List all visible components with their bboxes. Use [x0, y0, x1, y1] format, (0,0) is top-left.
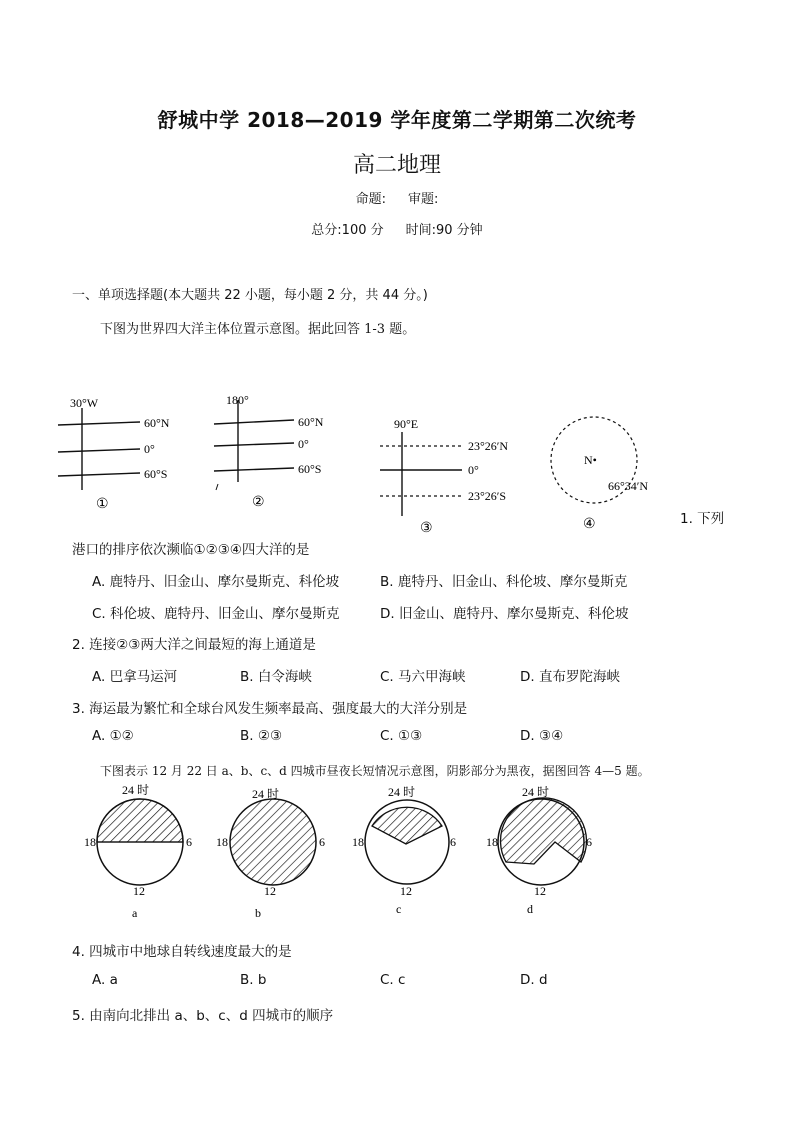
- d1-lat-bot: 60°S: [144, 467, 168, 481]
- exam-setters: [0, 188, 794, 207]
- b-top-label: 24 时: [252, 787, 280, 801]
- c-left-label: 18: [352, 835, 364, 849]
- b-left-label: 18: [216, 835, 228, 849]
- a-right-label: 6: [186, 835, 192, 849]
- subject-title: 高二地理: [352, 153, 441, 178]
- ocean-diagram-3: [380, 417, 508, 536]
- d3-lat-mid: 0°: [468, 463, 479, 477]
- city-d-diagram: [486, 784, 592, 916]
- b-bottom-label: 12: [264, 884, 276, 898]
- city-b-diagram: [216, 786, 325, 920]
- ocean-position-figure: [0, 380, 794, 540]
- c-bottom-label: 12: [400, 884, 412, 898]
- a-city-label: a: [132, 906, 138, 920]
- d3-meridian: 90°E: [394, 417, 419, 431]
- q2-stem: 2. 连接②③两大洋之间最短的海上通道是: [72, 637, 316, 653]
- total-score: 总分:100 分: [311, 223, 384, 238]
- q5-stem: 5. 由南向北排出 a、b、c、d 四城市的顺序: [72, 1008, 334, 1024]
- d1-meridian: 30°W: [70, 396, 99, 410]
- d1-lat-mid: 0°: [144, 442, 155, 456]
- q4-option-b[interactable]: B. b: [240, 972, 267, 988]
- a-top-label: 24 时: [122, 783, 150, 797]
- q1-stem: 港口的排序依次濒临①②③④四大洋的是: [72, 542, 310, 558]
- city-c-diagram: [352, 784, 456, 916]
- d-top-label: 24 时: [522, 785, 550, 799]
- q4-option-c[interactable]: C. c: [380, 972, 406, 988]
- d-city-label: d: [527, 902, 533, 916]
- figure1-intro: 下图为世界四大洋主体位置示意图。据此回答 1-3 题。: [100, 322, 416, 337]
- q1-option-d[interactable]: D. 旧金山、鹿特丹、摩尔曼斯克、科伦坡: [380, 606, 629, 622]
- reviewer-label: 审题:: [408, 192, 439, 207]
- city-a-diagram: [84, 782, 192, 920]
- day-night-figure: [0, 782, 794, 922]
- c-top-label: 24 时: [388, 785, 416, 799]
- d4-pole: N•: [584, 453, 597, 467]
- q1-option-b[interactable]: B. 鹿特丹、旧金山、科伦坡、摩尔曼斯克: [380, 574, 628, 590]
- d4-number: ④: [583, 517, 596, 532]
- q1-option-c[interactable]: C. 科伦坡、鹿特丹、旧金山、摩尔曼斯克: [92, 606, 340, 622]
- q1-stem-start: 1. 下列: [680, 511, 725, 527]
- q1-option-a[interactable]: A. 鹿特丹、旧金山、摩尔曼斯克、科伦坡: [92, 574, 340, 590]
- ocean-diagram-2: [214, 393, 324, 510]
- q4-stem: 4. 四城市中地球自转线速度最大的是: [72, 944, 292, 960]
- q3-option-d[interactable]: D. ③④: [520, 728, 564, 744]
- setter-label: 命题:: [355, 192, 386, 207]
- figure2-intro: 下图表示 12 月 22 日 a、b、c、d 四城市昼夜长短情况示意图，阴影部分为黑夜，据图回答 4—5 题。: [100, 764, 650, 778]
- q2-option-b[interactable]: B. 白令海峡: [240, 669, 312, 685]
- d-right-label: 6: [586, 835, 592, 849]
- q3-option-c[interactable]: C. ①③: [380, 728, 423, 744]
- q3-option-b[interactable]: B. ②③: [240, 728, 283, 744]
- d3-number: ③: [420, 521, 433, 536]
- c-city-label: c: [396, 902, 402, 916]
- d2-meridian: 180°: [226, 393, 249, 407]
- d2-number: ②: [252, 495, 265, 510]
- q2-option-d[interactable]: D. 直布罗陀海峡: [520, 669, 620, 685]
- exam-info: [0, 219, 794, 238]
- d1-number: ①: [96, 497, 109, 512]
- d3-lat-top: 23°26′N: [468, 439, 509, 453]
- section-heading: 一、单项选择题(本大题共 22 小题，每小题 2 分，共 44 分。): [72, 288, 428, 303]
- d2-lat-bot: 60°S: [298, 462, 322, 476]
- time-limit: 时间:90 分钟: [405, 223, 483, 238]
- d1-lat-top: 60°N: [144, 416, 170, 430]
- d-left-label: 18: [486, 835, 498, 849]
- q3-stem: 3. 海运最为繁忙和全球台风发生频率最高、强度最大的大洋分别是: [72, 701, 468, 717]
- ocean-diagram-4: [551, 417, 648, 532]
- d3-lat-bot: 23°26′S: [468, 489, 507, 503]
- d2-lat-top: 60°N: [298, 415, 324, 429]
- exam-title: 舒城中学 2018—2019 学年度第二学期第二次统考: [157, 108, 637, 132]
- ocean-diagram-1: [58, 396, 170, 512]
- q2-option-c[interactable]: C. 马六甲海峡: [380, 669, 466, 685]
- q4-option-d[interactable]: D. d: [520, 972, 548, 988]
- d-bottom-label: 12: [534, 884, 546, 898]
- q4-option-a[interactable]: A. a: [92, 972, 118, 988]
- a-left-label: 18: [84, 835, 96, 849]
- d4-lat: 66°34′N: [608, 479, 649, 493]
- d2-lat-mid: 0°: [298, 437, 309, 451]
- a-bottom-label: 12: [133, 884, 145, 898]
- q2-option-a[interactable]: A. 巴拿马运河: [92, 669, 178, 685]
- c-right-label: 6: [450, 835, 456, 849]
- q3-option-a[interactable]: A. ①②: [92, 728, 134, 744]
- b-right-label: 6: [319, 835, 325, 849]
- b-city-label: b: [255, 906, 261, 920]
